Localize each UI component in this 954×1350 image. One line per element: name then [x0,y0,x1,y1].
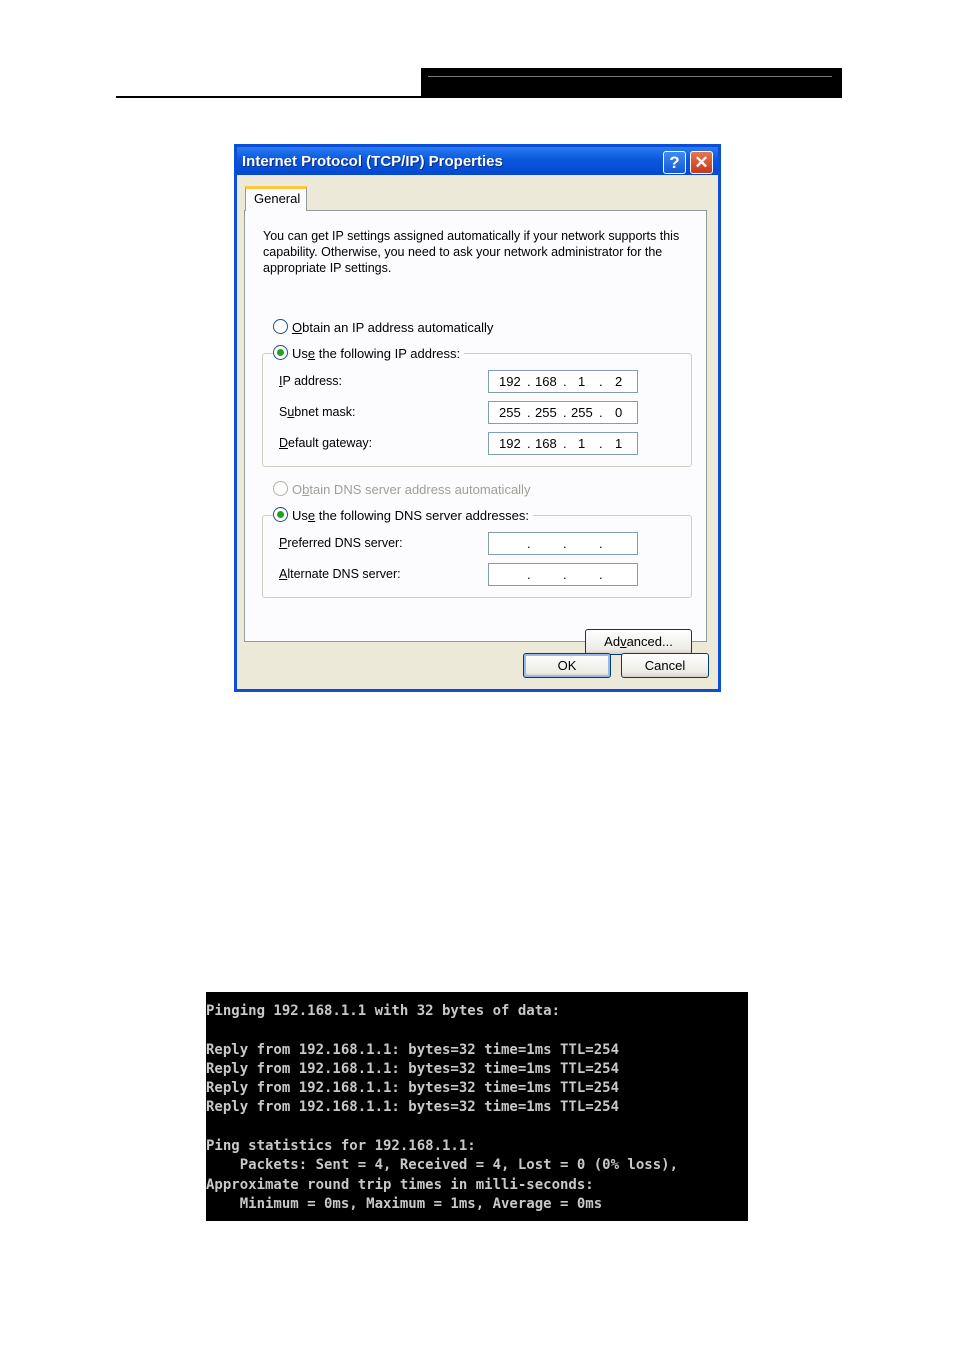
ip-octet-2: 168 [535,374,557,389]
preferred-dns-label: Preferred DNS server: [279,536,403,550]
use-dns-label-pre: Us [292,508,308,523]
console-line: Ping statistics for 192.168.1.1: [206,1138,476,1155]
obtain-ip-auto-accel: O [292,320,303,335]
obtain-dns-label-pre: O [292,482,303,497]
dns-dot: . [527,567,531,582]
close-icon: ✕ [694,153,709,172]
subnet-dot: . [563,405,567,420]
ip-dot: . [563,374,567,389]
obtain-ip-auto-label: btain an IP address automatically [302,320,494,335]
ip-dot: . [599,374,603,389]
ip-address-label: IP address: [279,374,343,388]
default-gateway-field[interactable] [488,432,638,455]
obtain-ip-auto-radio[interactable] [273,319,288,334]
ping-console-output [206,992,748,1221]
use-following-dns-option[interactable] [273,507,533,523]
console-line: Reply from 192.168.1.1: bytes=32 time=1ms TTL=254 [206,1080,620,1097]
obtain-dns-auto-option[interactable] [273,481,530,497]
ip-octet-4: 2 [615,374,623,389]
obtain-dns-auto-label: tain DNS server address automatically [309,482,531,497]
ip-octet-3: 1 [578,374,586,389]
advanced-button[interactable]: Advanced... [585,629,692,655]
gateway-dot: . [599,436,603,451]
alternate-dns-label: Alternate DNS server: [279,567,401,581]
preferred-dns-field[interactable] [488,532,638,555]
console-line: Pinging 192.168.1.1 with 32 bytes of data: [206,1003,561,1019]
page-header-inner-rule [428,76,832,77]
subnet-octet-3: 255 [571,405,593,420]
use-following-ip-option[interactable] [273,345,464,361]
console-line: Minimum = 0ms, Maximum = 1ms, Average = 0ms [206,1195,603,1212]
obtain-dns-accel: b [302,482,310,497]
ip-dot: . [527,374,531,389]
ok-button[interactable]: OK [523,653,611,678]
dns-dot: . [599,567,603,582]
console-line: Reply from 192.168.1.1: bytes=32 time=1ms TTL=254 [206,1060,620,1077]
cancel-button[interactable]: Cancel [621,653,709,678]
subnet-octet-4: 0 [615,405,623,420]
console-line [206,1021,748,1040]
general-tab-panel [244,210,707,649]
dialog-title: Internet Protocol (TCP/IP) Properties [242,153,503,170]
use-following-dns-label: the following DNS server addresses: [315,508,529,523]
console-line: Reply from 192.168.1.1: bytes=32 time=1ms TTL=254 [206,1041,620,1058]
dns-server-group [262,515,692,598]
console-line: Approximate round trip times in milli-seconds: [206,1176,594,1193]
tab-general[interactable] [245,186,307,211]
dns-dot: . [527,536,531,551]
obtain-dns-auto-radio[interactable] [273,481,288,496]
dns-dot: . [599,536,603,551]
use-dns-accel: e [307,508,316,523]
dns-dot: . [563,567,567,582]
page-header-rule [116,96,842,98]
use-following-ip-label: the following IP address: [315,346,461,361]
default-gateway-label: Default gateway: [279,436,373,450]
use-ip-accel: e [307,346,316,361]
gateway-octet-2: 168 [535,436,557,451]
console-line: Packets: Sent = 4, Received = 4, Lost = 0 (0% loss), [206,1157,679,1174]
subnet-octet-2: 255 [535,405,557,420]
help-button[interactable] [663,151,686,174]
use-following-dns-radio[interactable] [273,507,288,522]
console-line [206,1118,748,1137]
subnet-octet-1: 255 [499,405,521,420]
gateway-octet-4: 1 [615,436,623,451]
gateway-dot: . [563,436,567,451]
use-ip-label-pre: Us [292,346,308,361]
ip-octet-1: 192 [499,374,521,389]
dns-dot: . [563,536,567,551]
dialog-client [237,175,718,689]
console-line: Reply from 192.168.1.1: bytes=32 time=1ms TTL=254 [206,1099,620,1116]
gateway-octet-3: 1 [578,436,586,451]
ip-address-field[interactable] [488,370,638,393]
title-bar[interactable] [237,147,718,175]
page-header-bar [421,68,842,98]
close-button[interactable] [690,151,713,174]
description-text: You can get IP settings assigned automatically if your network supports this capability. Otherwise, you need to ask your network administrator for the appropriate IP settings. [263,229,680,275]
tab-general-label: General [254,191,301,206]
alternate-dns-field[interactable] [488,563,638,586]
subnet-dot: . [599,405,603,420]
subnet-dot: . [527,405,531,420]
obtain-ip-auto-option[interactable] [273,319,493,335]
tcpip-properties-dialog [234,144,721,692]
ip-address-group [262,353,692,467]
use-following-ip-radio[interactable] [273,345,288,360]
subnet-mask-field[interactable] [488,401,638,424]
gateway-octet-1: 192 [499,436,521,451]
subnet-mask-label: Subnet mask: [279,405,356,419]
gateway-dot: . [527,436,531,451]
help-icon: ? [669,153,680,172]
